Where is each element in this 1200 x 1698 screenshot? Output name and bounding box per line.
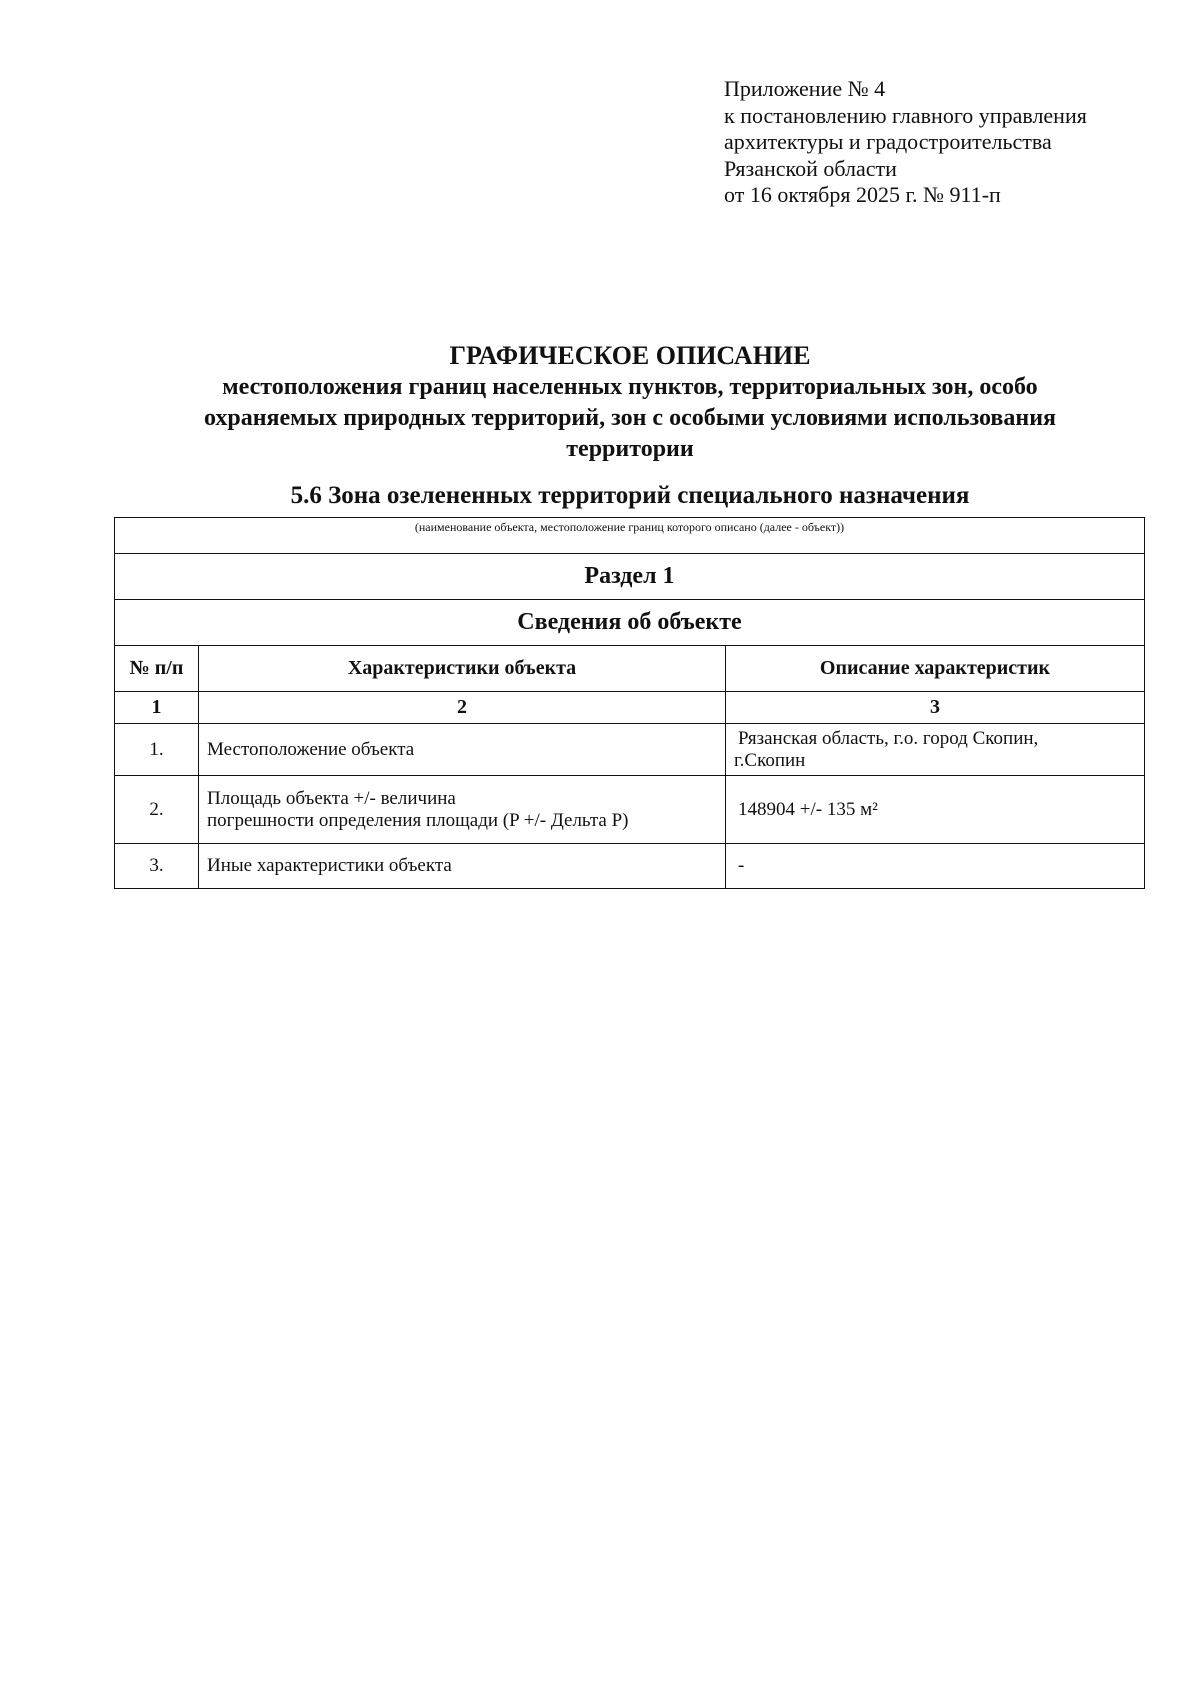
appendix-line: Рязанской области <box>724 155 897 181</box>
row-number: 2. <box>115 776 199 844</box>
description-line: Рязанская область, г.о. город Скопин, <box>738 727 1039 749</box>
object-info-table <box>114 517 1145 889</box>
characteristic-line: Иные характеристики объекта <box>207 855 452 876</box>
row-description <box>726 776 1145 844</box>
title-main: ГРАФИЧЕСКОЕ ОПИСАНИЕ <box>449 341 811 370</box>
section-title: Сведения об объекте <box>115 600 1145 646</box>
header-cell: Описание характеристик <box>726 646 1145 692</box>
appendix-line: архитектуры и градостроительства <box>724 129 1052 155</box>
title-sub-line: охраняемых природных территорий, зон с особыми условиями использования <box>203 405 1057 431</box>
header-cell: № п/п <box>115 646 199 692</box>
row-description <box>726 844 1145 889</box>
title-sub-line: местоположения границ населенных пунктов, территориальных зон, особо <box>222 374 1038 400</box>
appendix-line: к постановлению главного управления <box>724 102 1087 128</box>
column-number: 3 <box>726 692 1145 724</box>
section-heading: Раздел 1 <box>115 554 1145 600</box>
column-number: 2 <box>199 692 726 724</box>
row-number: 1. <box>115 724 199 776</box>
description-line: г.Скопин <box>734 749 806 771</box>
object-name: 5.6 Зона озелененных территорий специального назначения <box>290 482 970 509</box>
appendix-line: Приложение № 4 <box>724 76 886 101</box>
description-line: 148904 +/- 135 м² <box>738 798 878 820</box>
row-description <box>726 724 1145 776</box>
header-cell: Характеристики объекта <box>199 646 726 692</box>
table-header-row <box>115 646 1145 692</box>
row-characteristic <box>199 724 726 776</box>
column-number-row <box>115 692 1145 724</box>
characteristic-line: Площадь объекта +/- величина <box>207 787 456 809</box>
table-row <box>115 844 1145 889</box>
row-characteristic <box>199 776 726 844</box>
column-number: 1 <box>115 692 199 724</box>
row-number: 3. <box>115 844 199 889</box>
table-row <box>115 724 1145 776</box>
table-caption: (наименование объекта, местоположение границ которого описано (далее - объект)) <box>115 518 1145 554</box>
table-row <box>115 776 1145 844</box>
description-line: - <box>738 855 745 876</box>
document-title <box>110 340 1150 465</box>
characteristic-line: погрешности определения площади (P +/- Дельта P) <box>207 809 629 831</box>
row-characteristic <box>199 844 726 889</box>
appendix-block <box>724 76 1087 209</box>
title-sub-line: территории <box>566 436 694 462</box>
appendix-line: от 16 октября 2025 г. № 911-п <box>724 182 1001 208</box>
characteristic-line: Местоположение объекта <box>207 738 415 760</box>
